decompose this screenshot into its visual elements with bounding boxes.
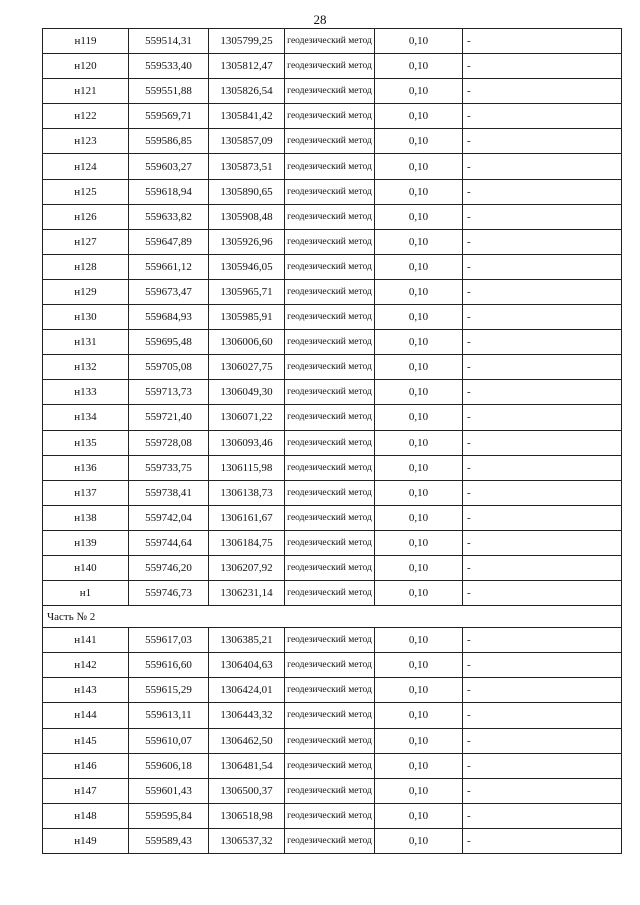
x-coordinate-cell: 559618,94 [129, 179, 209, 204]
note-cell: - [463, 678, 622, 703]
accuracy-cell: 0,10 [375, 653, 463, 678]
y-coordinate-cell: 1306462,50 [209, 728, 285, 753]
table-row [43, 505, 622, 530]
point-cell: н1 [43, 581, 129, 606]
x-coordinate-cell: 559647,89 [129, 229, 209, 254]
x-coordinate-cell: 559514,31 [129, 29, 209, 54]
y-coordinate-cell: 1305926,96 [209, 229, 285, 254]
x-coordinate-cell: 559746,73 [129, 581, 209, 606]
accuracy-cell: 0,10 [375, 828, 463, 853]
method-cell: геодезический метод [285, 581, 375, 606]
method-cell: геодезический метод [285, 778, 375, 803]
accuracy-cell: 0,10 [375, 581, 463, 606]
table-row [43, 405, 622, 430]
method-cell: геодезический метод [285, 254, 375, 279]
note-cell: - [463, 505, 622, 530]
x-coordinate-cell: 559713,73 [129, 380, 209, 405]
y-coordinate-cell: 1305985,91 [209, 305, 285, 330]
y-coordinate-cell: 1306385,21 [209, 628, 285, 653]
note-cell: - [463, 154, 622, 179]
note-cell: - [463, 179, 622, 204]
x-coordinate-cell: 559742,04 [129, 505, 209, 530]
accuracy-cell: 0,10 [375, 430, 463, 455]
point-cell: н132 [43, 355, 129, 380]
accuracy-cell: 0,10 [375, 405, 463, 430]
table-row [43, 204, 622, 229]
y-coordinate-cell: 1305812,47 [209, 54, 285, 79]
x-coordinate-cell: 559616,60 [129, 653, 209, 678]
point-cell: н142 [43, 653, 129, 678]
point-cell: н144 [43, 703, 129, 728]
note-cell: - [463, 703, 622, 728]
method-cell: геодезический метод [285, 703, 375, 728]
note-cell: - [463, 828, 622, 853]
y-coordinate-cell: 1306027,75 [209, 355, 285, 380]
x-coordinate-cell: 559595,84 [129, 803, 209, 828]
accuracy-cell: 0,10 [375, 129, 463, 154]
accuracy-cell: 0,10 [375, 778, 463, 803]
method-cell: геодезический метод [285, 430, 375, 455]
y-coordinate-cell: 1305873,51 [209, 154, 285, 179]
point-cell: н125 [43, 179, 129, 204]
point-cell: н124 [43, 154, 129, 179]
note-cell: - [463, 29, 622, 54]
table-row [43, 703, 622, 728]
point-cell: н143 [43, 678, 129, 703]
method-cell: геодезический метод [285, 129, 375, 154]
x-coordinate-cell: 559606,18 [129, 753, 209, 778]
method-cell: геодезический метод [285, 505, 375, 530]
accuracy-cell: 0,10 [375, 305, 463, 330]
section-row [43, 606, 622, 628]
method-cell: геодезический метод [285, 54, 375, 79]
accuracy-cell: 0,10 [375, 179, 463, 204]
table-row [43, 753, 622, 778]
y-coordinate-cell: 1306404,63 [209, 653, 285, 678]
accuracy-cell: 0,10 [375, 204, 463, 229]
table-row [43, 728, 622, 753]
table-row [43, 54, 622, 79]
table-row [43, 229, 622, 254]
accuracy-cell: 0,10 [375, 104, 463, 129]
note-cell: - [463, 229, 622, 254]
x-coordinate-cell: 559673,47 [129, 279, 209, 304]
method-cell: геодезический метод [285, 29, 375, 54]
coordinates-table-body [43, 29, 622, 854]
method-cell: геодезический метод [285, 79, 375, 104]
table-row [43, 79, 622, 104]
y-coordinate-cell: 1306071,22 [209, 405, 285, 430]
point-cell: н126 [43, 204, 129, 229]
y-coordinate-cell: 1305857,09 [209, 129, 285, 154]
point-cell: н130 [43, 305, 129, 330]
method-cell: геодезический метод [285, 678, 375, 703]
point-cell: н133 [43, 380, 129, 405]
point-cell: н119 [43, 29, 129, 54]
note-cell: - [463, 254, 622, 279]
x-coordinate-cell: 559684,93 [129, 305, 209, 330]
method-cell: геодезический метод [285, 154, 375, 179]
table-row [43, 530, 622, 555]
page-number: 28 [313, 12, 327, 27]
coordinates-table [42, 28, 622, 854]
note-cell: - [463, 728, 622, 753]
note-cell: - [463, 455, 622, 480]
point-cell: н122 [43, 104, 129, 129]
method-cell: геодезический метод [285, 480, 375, 505]
x-coordinate-cell: 559601,43 [129, 778, 209, 803]
table-row [43, 154, 622, 179]
note-cell: - [463, 79, 622, 104]
accuracy-cell: 0,10 [375, 678, 463, 703]
y-coordinate-cell: 1306481,54 [209, 753, 285, 778]
note-cell: - [463, 530, 622, 555]
point-cell: н129 [43, 279, 129, 304]
point-cell: н141 [43, 628, 129, 653]
accuracy-cell: 0,10 [375, 728, 463, 753]
method-cell: геодезический метод [285, 179, 375, 204]
x-coordinate-cell: 559569,71 [129, 104, 209, 129]
accuracy-cell: 0,10 [375, 628, 463, 653]
table-row [43, 305, 622, 330]
accuracy-cell: 0,10 [375, 380, 463, 405]
point-cell: н149 [43, 828, 129, 853]
method-cell: геодезический метод [285, 229, 375, 254]
accuracy-cell: 0,10 [375, 279, 463, 304]
y-coordinate-cell: 1306443,32 [209, 703, 285, 728]
point-cell: н138 [43, 505, 129, 530]
section-label: Часть № 2 [43, 606, 622, 628]
method-cell: геодезический метод [285, 455, 375, 480]
accuracy-cell: 0,10 [375, 330, 463, 355]
table-row [43, 480, 622, 505]
y-coordinate-cell: 1306184,75 [209, 530, 285, 555]
method-cell: геодезический метод [285, 279, 375, 304]
note-cell: - [463, 480, 622, 505]
accuracy-cell: 0,10 [375, 530, 463, 555]
y-coordinate-cell: 1306138,73 [209, 480, 285, 505]
y-coordinate-cell: 1306006,60 [209, 330, 285, 355]
x-coordinate-cell: 559695,48 [129, 330, 209, 355]
table-row [43, 455, 622, 480]
accuracy-cell: 0,10 [375, 29, 463, 54]
table-row [43, 29, 622, 54]
point-cell: н148 [43, 803, 129, 828]
x-coordinate-cell: 559610,07 [129, 728, 209, 753]
accuracy-cell: 0,10 [375, 703, 463, 728]
note-cell: - [463, 204, 622, 229]
table-row [43, 653, 622, 678]
point-cell: н140 [43, 555, 129, 580]
point-cell: н137 [43, 480, 129, 505]
point-cell: н136 [43, 455, 129, 480]
method-cell: геодезический метод [285, 330, 375, 355]
note-cell: - [463, 279, 622, 304]
method-cell: геодезический метод [285, 405, 375, 430]
table-row [43, 678, 622, 703]
y-coordinate-cell: 1306049,30 [209, 380, 285, 405]
accuracy-cell: 0,10 [375, 254, 463, 279]
accuracy-cell: 0,10 [375, 753, 463, 778]
y-coordinate-cell: 1306115,98 [209, 455, 285, 480]
table-row [43, 129, 622, 154]
x-coordinate-cell: 559744,64 [129, 530, 209, 555]
y-coordinate-cell: 1305826,54 [209, 79, 285, 104]
y-coordinate-cell: 1306161,67 [209, 505, 285, 530]
method-cell: геодезический метод [285, 803, 375, 828]
method-cell: геодезический метод [285, 753, 375, 778]
note-cell: - [463, 628, 622, 653]
x-coordinate-cell: 559615,29 [129, 678, 209, 703]
y-coordinate-cell: 1305890,65 [209, 179, 285, 204]
table-row [43, 555, 622, 580]
note-cell: - [463, 778, 622, 803]
method-cell: геодезический метод [285, 628, 375, 653]
accuracy-cell: 0,10 [375, 480, 463, 505]
table-row [43, 803, 622, 828]
note-cell: - [463, 355, 622, 380]
x-coordinate-cell: 559746,20 [129, 555, 209, 580]
x-coordinate-cell: 559733,75 [129, 455, 209, 480]
y-coordinate-cell: 1305965,71 [209, 279, 285, 304]
accuracy-cell: 0,10 [375, 79, 463, 104]
y-coordinate-cell: 1305946,05 [209, 254, 285, 279]
x-coordinate-cell: 559617,03 [129, 628, 209, 653]
accuracy-cell: 0,10 [375, 229, 463, 254]
x-coordinate-cell: 559633,82 [129, 204, 209, 229]
point-cell: н121 [43, 79, 129, 104]
table-row [43, 279, 622, 304]
point-cell: н127 [43, 229, 129, 254]
point-cell: н139 [43, 530, 129, 555]
x-coordinate-cell: 559705,08 [129, 355, 209, 380]
x-coordinate-cell: 559721,40 [129, 405, 209, 430]
method-cell: геодезический метод [285, 204, 375, 229]
method-cell: геодезический метод [285, 653, 375, 678]
method-cell: геодезический метод [285, 728, 375, 753]
accuracy-cell: 0,10 [375, 505, 463, 530]
point-cell: н146 [43, 753, 129, 778]
y-coordinate-cell: 1306424,01 [209, 678, 285, 703]
table-row [43, 628, 622, 653]
x-coordinate-cell: 559728,08 [129, 430, 209, 455]
table-row [43, 330, 622, 355]
method-cell: геодезический метод [285, 530, 375, 555]
y-coordinate-cell: 1306207,92 [209, 555, 285, 580]
method-cell: геодезический метод [285, 355, 375, 380]
table-row [43, 179, 622, 204]
note-cell: - [463, 653, 622, 678]
table-row [43, 430, 622, 455]
y-coordinate-cell: 1306537,32 [209, 828, 285, 853]
accuracy-cell: 0,10 [375, 555, 463, 580]
note-cell: - [463, 104, 622, 129]
accuracy-cell: 0,10 [375, 54, 463, 79]
x-coordinate-cell: 559589,43 [129, 828, 209, 853]
note-cell: - [463, 581, 622, 606]
y-coordinate-cell: 1306500,37 [209, 778, 285, 803]
note-cell: - [463, 555, 622, 580]
accuracy-cell: 0,10 [375, 803, 463, 828]
point-cell: н120 [43, 54, 129, 79]
point-cell: н135 [43, 430, 129, 455]
accuracy-cell: 0,10 [375, 355, 463, 380]
method-cell: геодезический метод [285, 555, 375, 580]
table-row [43, 778, 622, 803]
note-cell: - [463, 430, 622, 455]
note-cell: - [463, 753, 622, 778]
y-coordinate-cell: 1305908,48 [209, 204, 285, 229]
table-row [43, 254, 622, 279]
point-cell: н134 [43, 405, 129, 430]
x-coordinate-cell: 559586,85 [129, 129, 209, 154]
y-coordinate-cell: 1306093,46 [209, 430, 285, 455]
x-coordinate-cell: 559551,88 [129, 79, 209, 104]
method-cell: геодезический метод [285, 305, 375, 330]
point-cell: н147 [43, 778, 129, 803]
point-cell: н128 [43, 254, 129, 279]
note-cell: - [463, 330, 622, 355]
x-coordinate-cell: 559661,12 [129, 254, 209, 279]
note-cell: - [463, 405, 622, 430]
method-cell: геодезический метод [285, 828, 375, 853]
table-row [43, 581, 622, 606]
y-coordinate-cell: 1305841,42 [209, 104, 285, 129]
note-cell: - [463, 129, 622, 154]
accuracy-cell: 0,10 [375, 154, 463, 179]
point-cell: н131 [43, 330, 129, 355]
note-cell: - [463, 803, 622, 828]
method-cell: геодезический метод [285, 104, 375, 129]
x-coordinate-cell: 559613,11 [129, 703, 209, 728]
method-cell: геодезический метод [285, 380, 375, 405]
x-coordinate-cell: 559738,41 [129, 480, 209, 505]
point-cell: н123 [43, 129, 129, 154]
note-cell: - [463, 380, 622, 405]
table-row [43, 828, 622, 853]
x-coordinate-cell: 559603,27 [129, 154, 209, 179]
y-coordinate-cell: 1306231,14 [209, 581, 285, 606]
accuracy-cell: 0,10 [375, 455, 463, 480]
table-row [43, 104, 622, 129]
note-cell: - [463, 54, 622, 79]
table-row [43, 355, 622, 380]
y-coordinate-cell: 1305799,25 [209, 29, 285, 54]
table-row [43, 380, 622, 405]
x-coordinate-cell: 559533,40 [129, 54, 209, 79]
note-cell: - [463, 305, 622, 330]
point-cell: н145 [43, 728, 129, 753]
y-coordinate-cell: 1306518,98 [209, 803, 285, 828]
